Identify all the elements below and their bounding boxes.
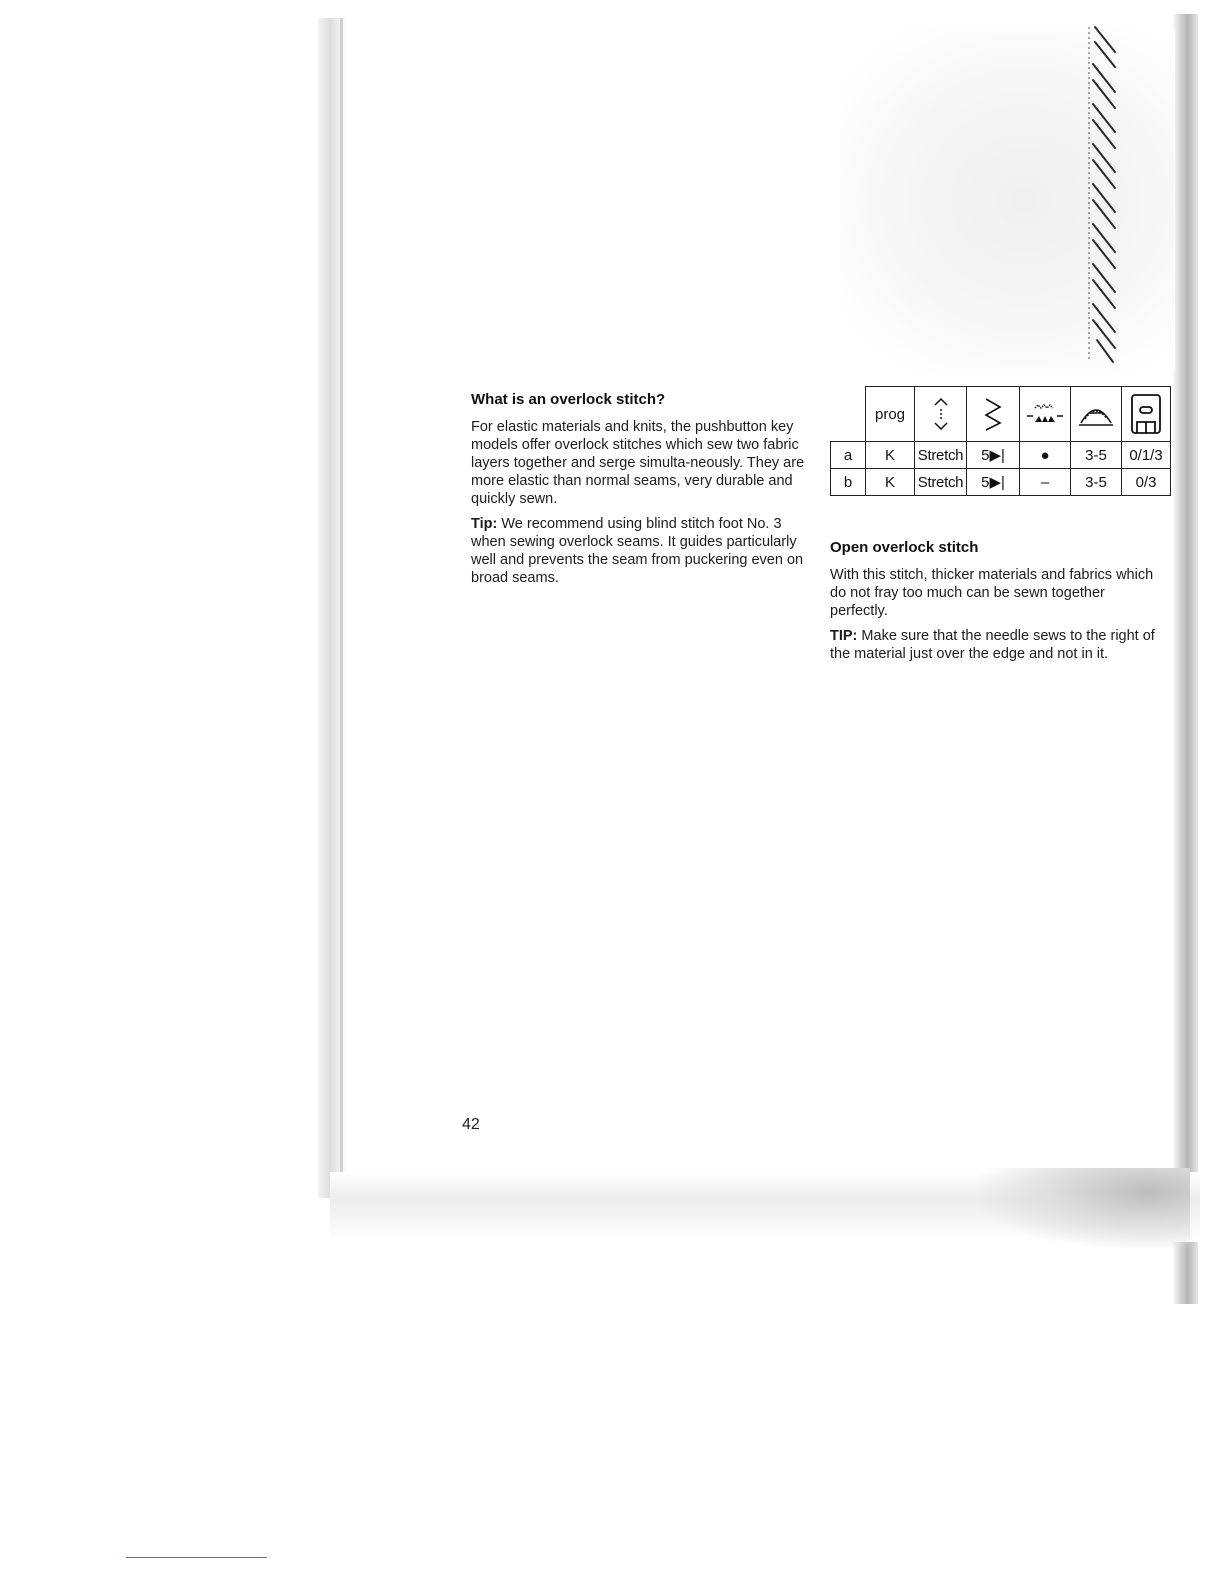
header-stitch-width <box>967 387 1020 442</box>
page-edge-shadow <box>1172 14 1198 1304</box>
row-label: b <box>831 469 866 496</box>
row-feed-dog: – <box>1020 469 1071 496</box>
stitch-length-arrow-icon <box>931 397 951 431</box>
section-heading: What is an overlock stitch? <box>471 391 666 408</box>
section-heading: Open overlock stitch <box>830 539 979 556</box>
header-blank <box>831 387 866 442</box>
row-label: a <box>831 442 866 469</box>
table-row <box>831 469 1171 496</box>
tip-label: TIP: <box>830 628 858 644</box>
header-stitch-length <box>915 387 967 442</box>
row-stitch-width: 5▶| <box>967 442 1020 469</box>
open-overlock-section <box>830 538 1160 670</box>
open-overlock-paragraph: With this stitch, thicker materials and fabrics which do not fray too much can be sewn together perfectly. <box>830 567 1154 619</box>
intro-paragraph: For elastic materials and knits, the pushbutton key models offer overlock stitches which sew two fabric layers together and serge simulta-neously. They are more elastic than normal seams, very durable and quickly sewn. <box>471 419 805 507</box>
page-number: 42 <box>462 1116 480 1133</box>
overlock-stitch-illustration <box>1075 22 1135 367</box>
row-presser-foot: 0/3 <box>1122 469 1171 496</box>
zigzag-width-icon <box>982 397 1004 431</box>
page-corner-shadow <box>980 1168 1190 1248</box>
tip-label: Tip: <box>471 516 498 532</box>
row-stitch-length: Stretch <box>915 442 967 469</box>
row-stitch-length: Stretch <box>915 469 967 496</box>
row-stitch-width: 5▶| <box>967 469 1020 496</box>
thread-tension-icon <box>1077 399 1115 429</box>
row-presser-foot: 0/1/3 <box>1122 442 1171 469</box>
bottom-rule <box>126 1557 267 1558</box>
table-row <box>831 442 1171 469</box>
table-header-row <box>831 387 1171 442</box>
page-gutter-shadow <box>318 18 348 1198</box>
tip-text: Make sure that the needle sews to the right of the material just over the edge and not in it. <box>830 628 1155 662</box>
row-prog: K <box>866 442 915 469</box>
row-thread-tension: 3-5 <box>1071 469 1122 496</box>
row-thread-tension: 3-5 <box>1071 442 1122 469</box>
tip-paragraph <box>830 627 1160 663</box>
row-prog: K <box>866 469 915 496</box>
row-feed-dog: ● <box>1020 442 1071 469</box>
header-presser-foot <box>1122 387 1171 442</box>
page-gutter-line <box>340 18 343 1198</box>
stitch-settings-table <box>830 386 1171 496</box>
header-thread-tension <box>1071 387 1122 442</box>
tip-paragraph <box>471 515 816 587</box>
feed-dog-icon <box>1025 402 1065 426</box>
header-feed-dog <box>1020 387 1071 442</box>
overlock-intro-section <box>471 390 816 594</box>
presser-foot-icon <box>1129 392 1163 436</box>
tip-text: We recommend using blind stitch foot No. 3 when sewing overlock seams. It guides particularly well and prevents the seam from puckering even on broad seams. <box>471 516 804 586</box>
header-prog: prog <box>866 387 915 442</box>
